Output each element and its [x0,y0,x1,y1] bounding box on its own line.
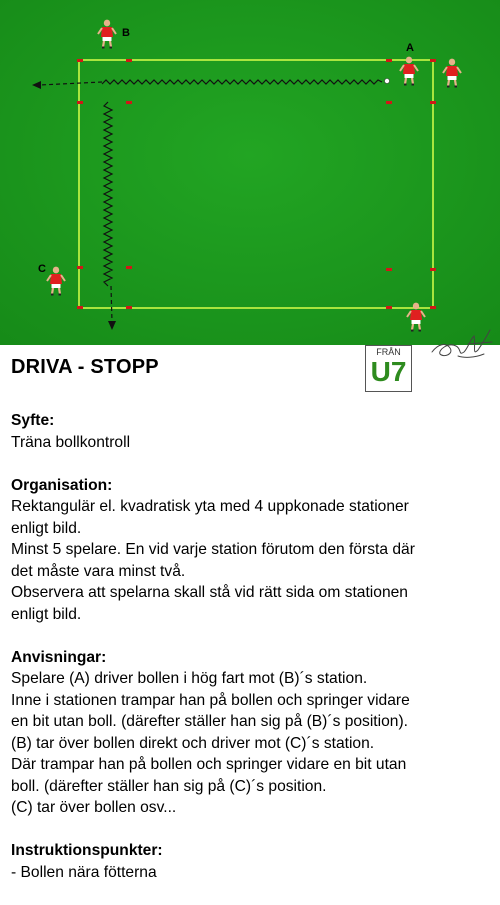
drill-diagram [0,0,500,345]
cone [430,306,436,309]
section-heading: Instruktionspunkter: [11,842,163,859]
text-line: det måste vara minst två. [11,562,186,580]
section-syfte [11,410,497,453]
text-line: enligt bild. [11,519,82,537]
text-line: Där trampar han på bollen och springer vidare en bit utan [11,756,407,773]
section-heading: Organisation: [11,476,113,494]
cone [386,306,392,309]
text-line: Minst 5 spelare. En vid varje station förutom den första där [11,541,415,558]
text-line: Observera att spelarna skall stå vid rätt sida om stationen [11,584,408,601]
section-heading: Anvisningar: [11,648,107,666]
cone [126,306,132,309]
text-line: Spelare (A) driver bollen i hög fart mot (B)´s station. [11,670,368,687]
cone [77,101,83,104]
text-line: (B) tar över bollen direkt och driver mot (C)´s station. [11,734,375,752]
section-organisation [11,475,497,626]
cone [430,59,436,62]
signature-graphic [428,322,494,366]
cone [386,101,392,104]
cone [77,266,83,269]
cone [126,266,132,269]
text-line: en bit utan boll. (därefter ställer han sig på (B)´s position). [11,713,408,730]
age-badge [365,345,412,392]
text-line: Rektangulär el. kvadratisk yta med 4 uppkonade stationer [11,498,409,515]
cone [430,268,436,271]
cone [126,101,132,104]
label-b: B [122,27,130,39]
text-line: Inne i stationen trampar han på bollen och springer vidare [11,691,410,709]
cone [386,268,392,271]
cone [77,306,83,309]
age-group: U7 [370,356,407,387]
section-anvisningar [11,647,497,819]
age-prefix: FRÅN [376,347,401,357]
text-line: boll. (därefter ställer han sig på (C)´s position. [11,777,327,795]
cone [126,59,132,62]
ball [385,79,390,84]
section-heading: Syfte: [11,412,55,429]
cone [77,59,83,62]
section-instruktionspunkter [11,840,497,883]
pitch-background [0,0,500,345]
text-line: enligt bild. [11,605,82,623]
text-line: Träna bollkontroll [11,433,131,451]
text-line: (C) tar över bollen osv... [11,799,177,816]
cone [430,101,436,104]
label-a: A [406,42,414,54]
cone [386,59,392,62]
label-c: C [38,263,46,275]
page-title: DRIVA - STOPP [11,356,159,378]
document-body [11,410,497,905]
text-line: - Bollen nära fötterna [11,863,157,881]
